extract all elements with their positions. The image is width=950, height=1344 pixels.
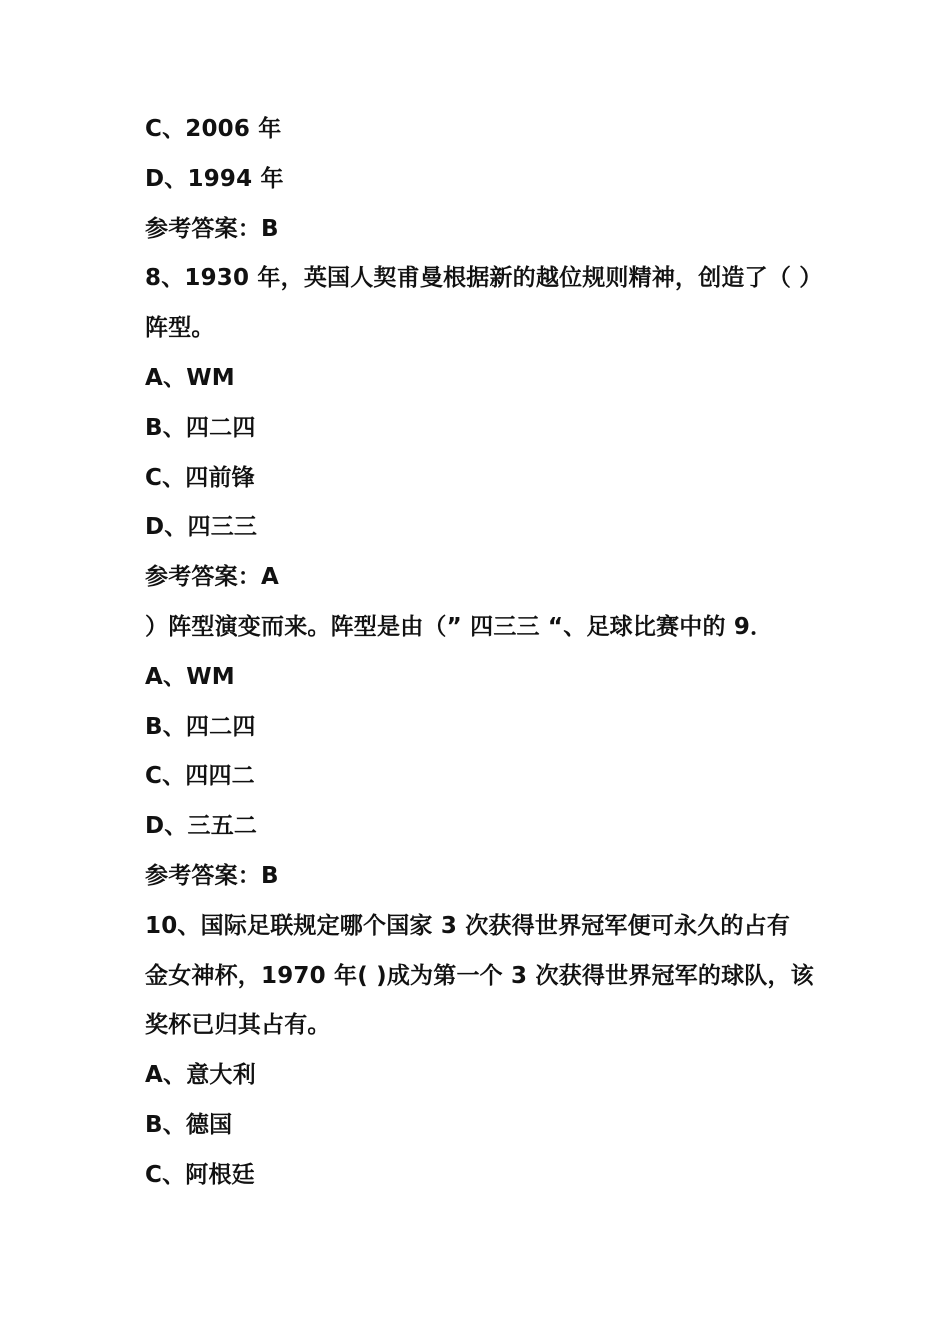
question-9-text: ）阵型演变而来。阵型是由（” 四三三 “、足球比赛中的 9． — [145, 613, 774, 640]
answer-line: 参考答案：A — [145, 564, 280, 591]
question-8-text-continued: 阵型。 — [145, 315, 215, 342]
question-10-text-continued: 金女神杯，1970 年( )成为第一个 3 次获得世界冠军的球队，该 — [145, 962, 814, 989]
question-8-text: 8、1930 年，英国人契甫曼根据新的越位规则精神，创造了（ ） — [145, 265, 823, 292]
option-d: D、四三三 — [145, 514, 258, 541]
option-c-2006: C、2006 年 — [145, 116, 282, 142]
option-c: C、四前锋 — [145, 464, 255, 491]
option-d-1994: D、1994 年 — [145, 165, 284, 192]
option-c: C、阿根廷 — [145, 1161, 255, 1188]
document-body — [145, 105, 825, 1201]
option-b: B、四二四 — [145, 414, 256, 441]
option-c: C、四四二 — [145, 763, 255, 790]
option-b: B、德国 — [145, 1111, 233, 1138]
question-10-text-end: 奖杯已归其占有。 — [145, 1012, 331, 1039]
option-a: A、WM — [145, 364, 235, 391]
option-a: A、意大利 — [145, 1062, 256, 1089]
answer-line: 参考答案：B — [145, 862, 279, 889]
option-b: B、四二四 — [145, 713, 256, 740]
option-d: D、三五二 — [145, 813, 258, 840]
option-a: A、WM — [145, 663, 235, 690]
answer-line: 参考答案：B — [145, 215, 279, 242]
question-10-text: 10、国际足联规定哪个国家 3 次获得世界冠军便可永久的占有 — [145, 912, 791, 939]
